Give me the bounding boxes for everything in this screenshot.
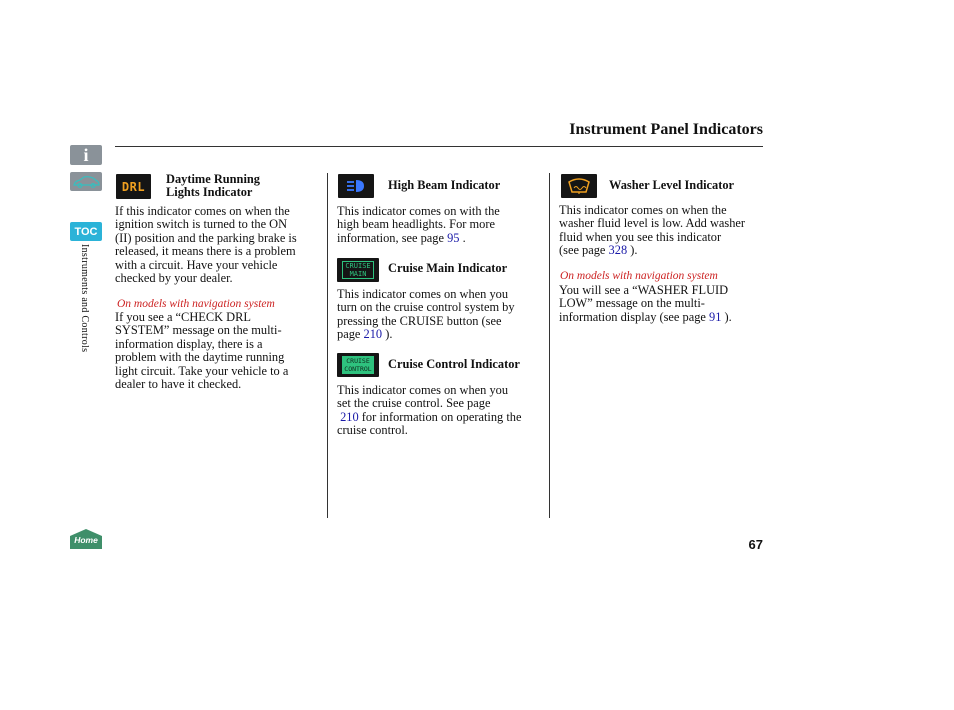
cruise-control-description: This indicator comes on when you set the cruise control. See page 210 for information on operating the cruise control. [337,383,522,438]
high-beam-indicator [338,174,374,198]
washer-nav-description: You will see a “WASHER FLUID LOW” message on the multi- information display (see page 91 ). [559,283,732,324]
high-beam-description: This indicator comes on with the high beam headlights. For more information, see page 95 . [337,204,500,245]
high-beam-icon [344,178,368,194]
cruise-main-indicator: CRUISE MAIN [337,258,379,282]
washer-nav-note: On models with navigation system [560,270,718,282]
page-number: 67 [748,537,763,552]
toc-label: TOC [74,225,98,238]
washer-fluid-icon [565,177,593,195]
page-link-210-b[interactable]: 210 [340,409,359,424]
car-icon [71,174,101,190]
info-button[interactable] [70,145,102,165]
page-link-91[interactable]: 91 [709,309,722,324]
page-link-210[interactable]: 210 [363,327,383,342]
drl-nav-note: On models with navigation system [117,298,275,310]
drl-indicator-label: DRL [121,179,146,194]
home-button[interactable] [70,529,102,549]
toc-button[interactable] [70,222,102,241]
washer-description: This indicator comes on when the washer fluid level is low. Add washer fluid when you see this indicator (see page 328 ). [559,203,746,258]
high-beam-heading: High Beam Indicator [388,178,501,192]
drl-heading: Daytime Running Lights Indicator [166,172,260,199]
washer-level-indicator [561,174,597,198]
drl-description: If this indicator comes on when the ignition switch is turned to the ON (II) position and the parking brake is released, it means there is a problem with a circuit. Have your vehicle checked by your dealer. [115,204,297,286]
drl-indicator [116,174,151,199]
column-divider-2 [549,173,550,518]
home-label: Home [74,535,98,545]
page-link-328[interactable]: 328 [608,243,628,258]
page-link-95[interactable]: 95 [447,230,460,245]
vehicle-button[interactable] [70,172,102,191]
cruise-main-description: This indicator comes on when you turn on the cruise control system by pressing the CRUISE button (see page 210 ). [337,287,515,342]
column-divider-1 [327,173,328,518]
cruise-control-heading: Cruise Control Indicator [388,357,520,371]
cruise-main-heading: Cruise Main Indicator [388,261,508,275]
drl-nav-description: If you see a “CHECK DRL SYSTEM” message on the multi- information display, there is a problem with the daytime running light circuit. Take your vehicle to a dealer to have it checked. [115,310,289,392]
info-icon: i [83,144,89,165]
cruise-control-indicator: CRUISE CONTROL [337,353,379,377]
section-label: Instruments and Controls [79,244,90,353]
title-divider [115,146,763,147]
page-title: Instrument Panel Indicators [569,121,763,138]
washer-heading: Washer Level Indicator [609,178,735,192]
